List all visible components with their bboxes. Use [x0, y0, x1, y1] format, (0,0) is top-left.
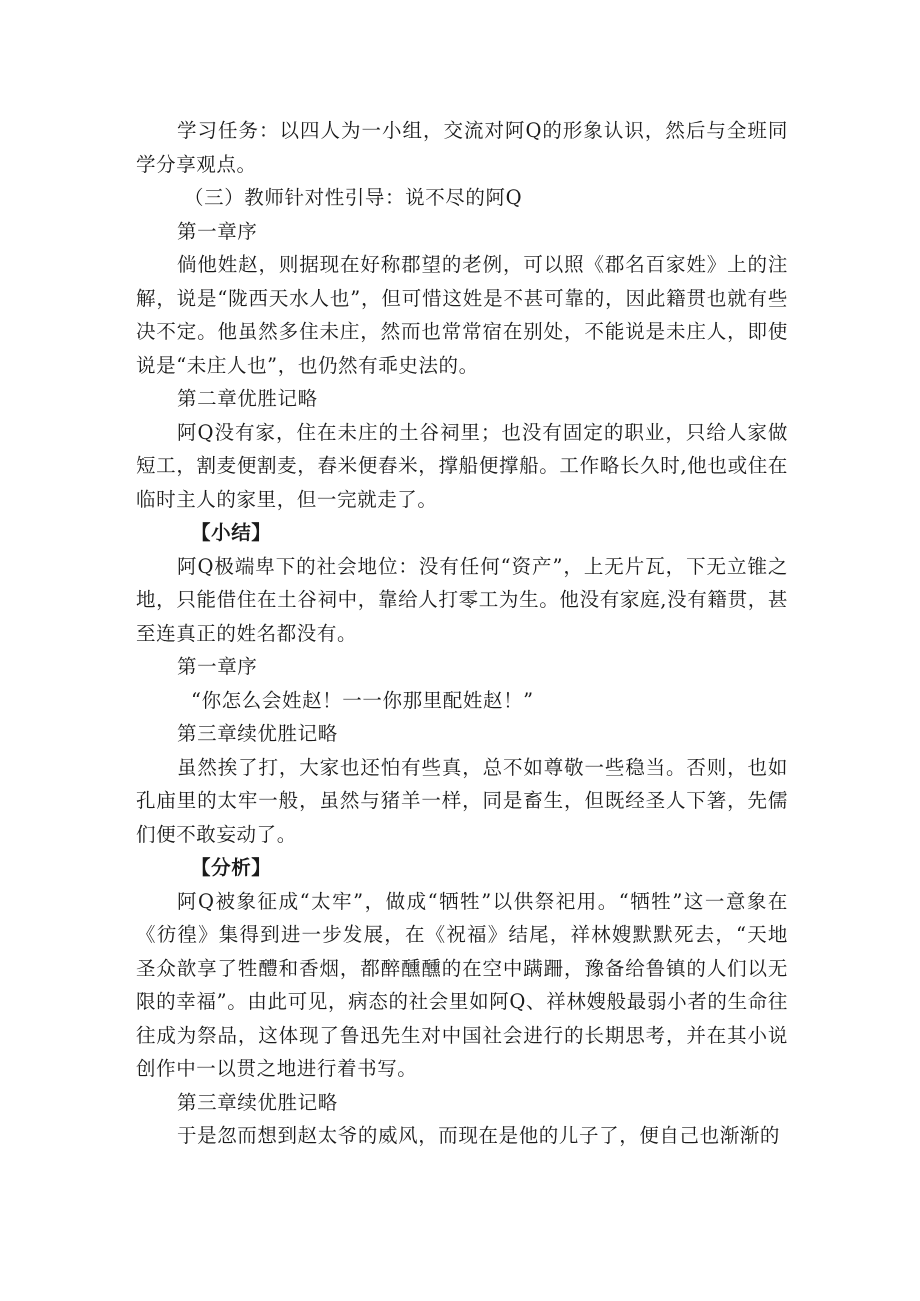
quoted-excerpt: 阿Q没有家，住在未庄的土谷祠里；也没有固定的职业，只给人家做短工，割麦便割麦，舂米便舂米，撑船便撑船。工作略长久时,他也或住在临时主人的家里，但一完就走了。	[136, 420, 788, 511]
chapter-title: 第一章序	[177, 655, 258, 678]
summary-paragraph: 阿Q极端卑下的社会地位：没有任何“资产”，上无片瓦，下无立锥之地，只能借住在土谷祠中，靠给人打零工为生。他没有家庭,没有籍贯，甚至连真正的姓名都没有。	[136, 554, 788, 645]
quoted-excerpt: 虽然挨了打，大家也还怕有些真，总不如尊敬一些稳当。否则，也如孔庙里的太牢一般，虽然与猪羊一样，同是畜生，但既经圣人下箸，先儒们便不敢妄动了。	[136, 755, 788, 846]
chapter-title: 第三章续优胜记略	[177, 722, 338, 745]
analysis-paragraph: 阿Q被象征成“太牢”，做成“牺牲”以供祭祀用。“牺牲”这一意象在《彷徨》集得到进一步发展，在《祝福》结尾，祥林嫂默默死去，“天地圣众歆享了牲醴和香烟，都醉醺醺的在空中蹒跚，豫备给鲁镇的人们以无限的幸福”。由此可见，病态的社会里如阿Q、祥林嫂般最弱小者的生命往往成为祭品，这体现了鲁迅先生对中国社会进行的长期思考，并在其小说创作中一以贯之地进行着书写。	[136, 889, 788, 1080]
section-heading: （三）教师针对性引导：说不尽的阿Q	[184, 186, 523, 209]
chapter-title: 第二章优胜记略	[177, 387, 318, 410]
dialogue-quote: “你怎么会姓赵！一一你那里配姓赵！”	[191, 688, 534, 712]
quoted-excerpt: 倘他姓赵，则据现在好称郡望的老例，可以照《郡名百家姓》上的注解，说是“陇西天水人也”，但可惜这姓是不甚可靠的，因此籍贯也就有些决不定。他虽然多住未庄，然而也常常宿在别处，不能说是未庄人，即使说是“未庄人也”，也仍然有乖史法的。	[136, 253, 788, 377]
summary-label: 【小结】	[191, 521, 272, 544]
document-body	[136, 114, 788, 1153]
quoted-excerpt: 于是忽而想到赵太爷的威风，而现在是他的儿子了，便自己也渐渐的	[177, 1124, 781, 1147]
chapter-title: 第三章续优胜记略	[177, 1090, 338, 1114]
chapter-title: 第一章序	[177, 219, 258, 243]
analysis-label: 【分析】	[191, 856, 272, 879]
learning-task-paragraph: 学习任务：以四人为一小组，交流对阿Q的形象认识，然后与全班同学分享观点。	[136, 119, 788, 176]
